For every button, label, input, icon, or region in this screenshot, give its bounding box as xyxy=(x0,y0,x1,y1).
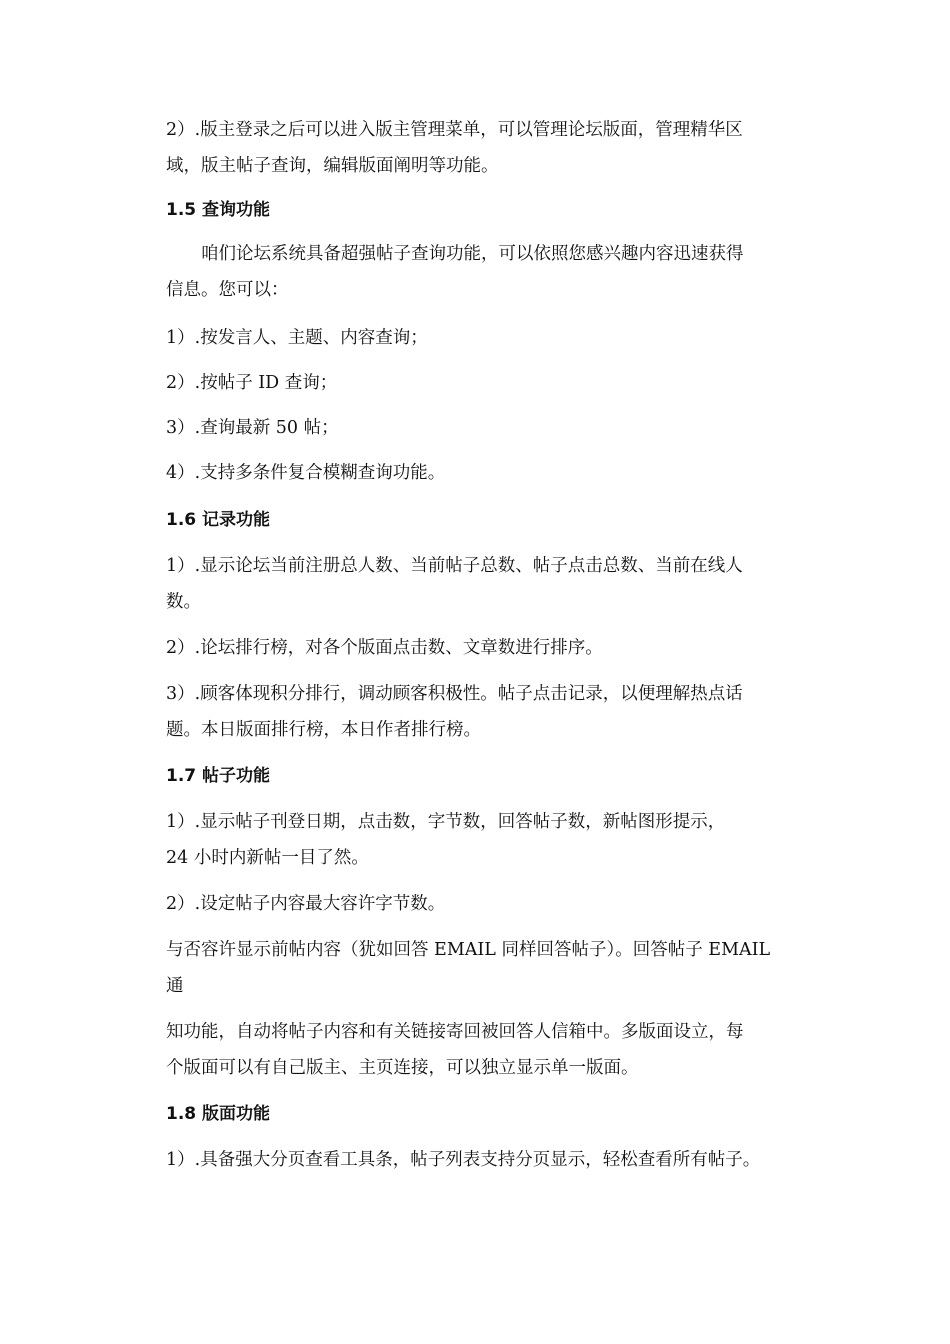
text-line: 个版面可以有自己版主、主页连接，可以独立显示单一版面。 xyxy=(166,1058,639,1078)
paragraph-post-reply xyxy=(166,932,816,1004)
text-line: 通 xyxy=(166,976,184,996)
list-item-post-1 xyxy=(166,804,816,876)
list-item-query-3: 3）.查询最新 50 帖； xyxy=(166,418,339,438)
text-line: 知功能，自动将帖子内容和有关链接寄回被回答人信箱中。多版面设立，每 xyxy=(166,1022,744,1042)
text-line: 信息。您可以： xyxy=(166,280,289,300)
text-line: 咱们论坛系统具备超强帖子查询功能，可以依照您感兴趣内容迅速获得 xyxy=(201,244,744,264)
list-item-query-4: 4）.支持多条件复合模糊查询功能。 xyxy=(166,463,446,483)
list-item-post-2: 2）.设定帖子内容最大容许字节数。 xyxy=(166,894,446,914)
section-heading-1-5: 1.5 查询功能 xyxy=(166,200,271,220)
section-heading-1-7: 1.7 帖子功能 xyxy=(166,766,271,786)
text-line: 2）.版主登录之后可以进入版主管理菜单，可以管理论坛版面，管理精华区 xyxy=(166,120,743,140)
text-line: 24 小时内新帖一目了然。 xyxy=(166,848,369,868)
list-item-record-1 xyxy=(166,548,816,620)
list-item-board-1: 1）.具备强大分页查看工具条，帖子列表支持分页显示，轻松查看所有帖子。 xyxy=(166,1150,761,1170)
list-item-query-1: 1）.按发言人、主题、内容查询； xyxy=(166,328,428,348)
paragraph-moderator-menu xyxy=(166,112,816,184)
section-heading-1-6: 1.6 记录功能 xyxy=(166,510,271,530)
paragraph-post-notify xyxy=(166,1014,816,1086)
text-line: 域，版主帖子查询，编辑版面阐明等功能。 xyxy=(166,156,499,176)
text-line: 1）.显示帖子刊登日期，点击数，字节数，回答帖子数，新帖图形提示， xyxy=(166,812,726,832)
text-line: 3）.顾客体现积分排行，调动顾客积极性。帖子点击记录，以便理解热点话 xyxy=(166,684,743,704)
list-item-record-2: 2）.论坛排行榜，对各个版面点击数、文章数进行排序。 xyxy=(166,638,603,658)
paragraph-query-intro xyxy=(166,236,816,308)
text-line: 数。 xyxy=(166,592,201,612)
text-line: 题。本日版面排行榜，本日作者排行榜。 xyxy=(166,720,481,740)
section-heading-1-8: 1.8 版面功能 xyxy=(166,1104,271,1124)
list-item-query-2: 2）.按帖子 ID 查询； xyxy=(166,373,338,393)
list-item-record-3 xyxy=(166,676,816,748)
text-line: 1）.显示论坛当前注册总人数、当前帖子总数、帖子点击总数、当前在线人 xyxy=(166,556,743,576)
text-line: 与否容许显示前帖内容（犹如回答 EMAIL 同样回答帖子）。回答帖子 EMAIL xyxy=(166,940,771,960)
